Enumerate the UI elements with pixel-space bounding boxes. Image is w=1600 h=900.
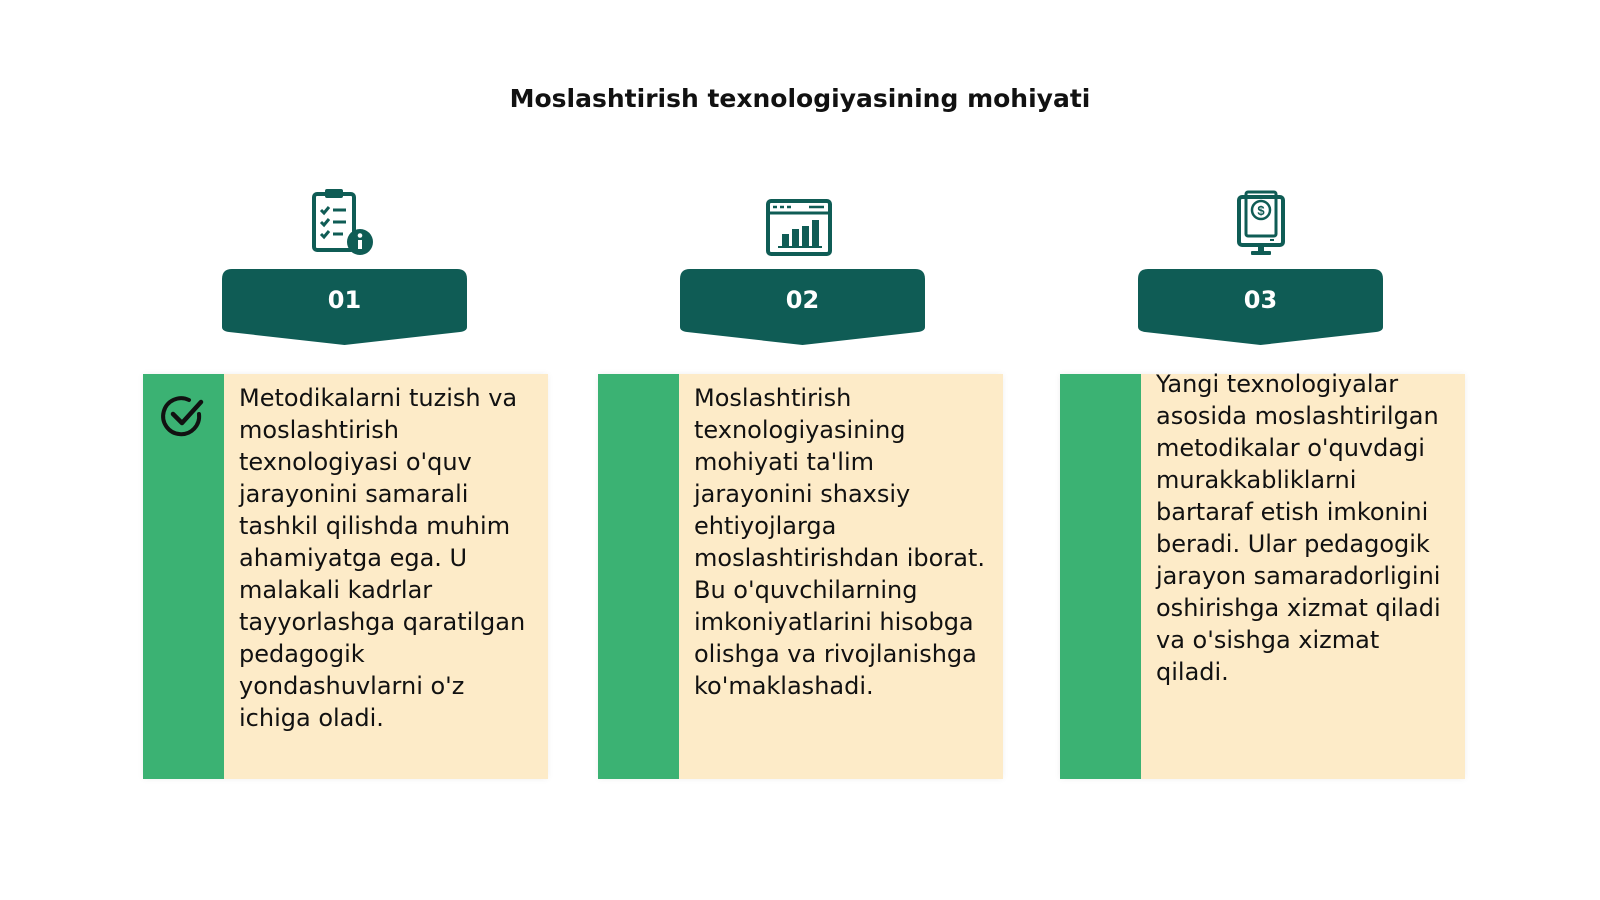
card-body-2 — [679, 374, 1003, 779]
card-stripe-2 — [598, 374, 679, 779]
step-badge-3 — [1138, 269, 1383, 349]
info-card-3 — [1060, 370, 1465, 779]
card-text-2: Moslashtirish texnologiyasining mohiyati ta'lim jarayonini shaxsiy ehtiyojlarga moslashtirishdan iborat. Bu o'quvchilarning imkoniyatlarini hisobga olishga va rivojlanishga ko'maklashadi. — [694, 384, 985, 700]
monitor-dollar-icon — [1226, 190, 1296, 260]
step-number-1: 01 — [327, 286, 362, 314]
browser-bar-chart-icon — [765, 196, 835, 266]
info-card-1 — [143, 374, 548, 779]
card-text-1: Metodikalarni tuzish va moslashtirish texnologiyasi o'quv jarayonini samarali tashkil qilishda muhim ahamiyatga ega. U malakali kadrlar tayyorlashga qaratilgan pedagogik yondashuvlarni o'z ichiga oladi. — [239, 384, 526, 732]
clipboard-checklist-info-icon — [310, 188, 380, 258]
card-body-1 — [224, 374, 548, 779]
step-number-3: 03 — [1243, 286, 1278, 314]
step-number-2: 02 — [785, 286, 820, 314]
check-circle-icon — [159, 392, 207, 440]
svg-text:$: $ — [1257, 203, 1265, 218]
card-body-3 — [1141, 370, 1465, 779]
step-badge-2 — [680, 269, 925, 349]
info-card-2 — [598, 374, 1003, 779]
card-stripe-1 — [143, 374, 224, 779]
page-title: Moslashtirish texnologiyasining mohiyati — [509, 84, 1091, 113]
card-stripe-3 — [1060, 374, 1141, 779]
step-badge-1 — [222, 269, 467, 349]
card-text-3: Yangi texnologiyalar asosida moslashtirilgan metodikalar o'quvdagi murakkabliklarni bartaraf etish imkonini beradi. Ular pedagogik jarayon samaradorligini oshirishga xizmat qiladi va o'sishga xizmat qiladi. — [1156, 370, 1441, 686]
